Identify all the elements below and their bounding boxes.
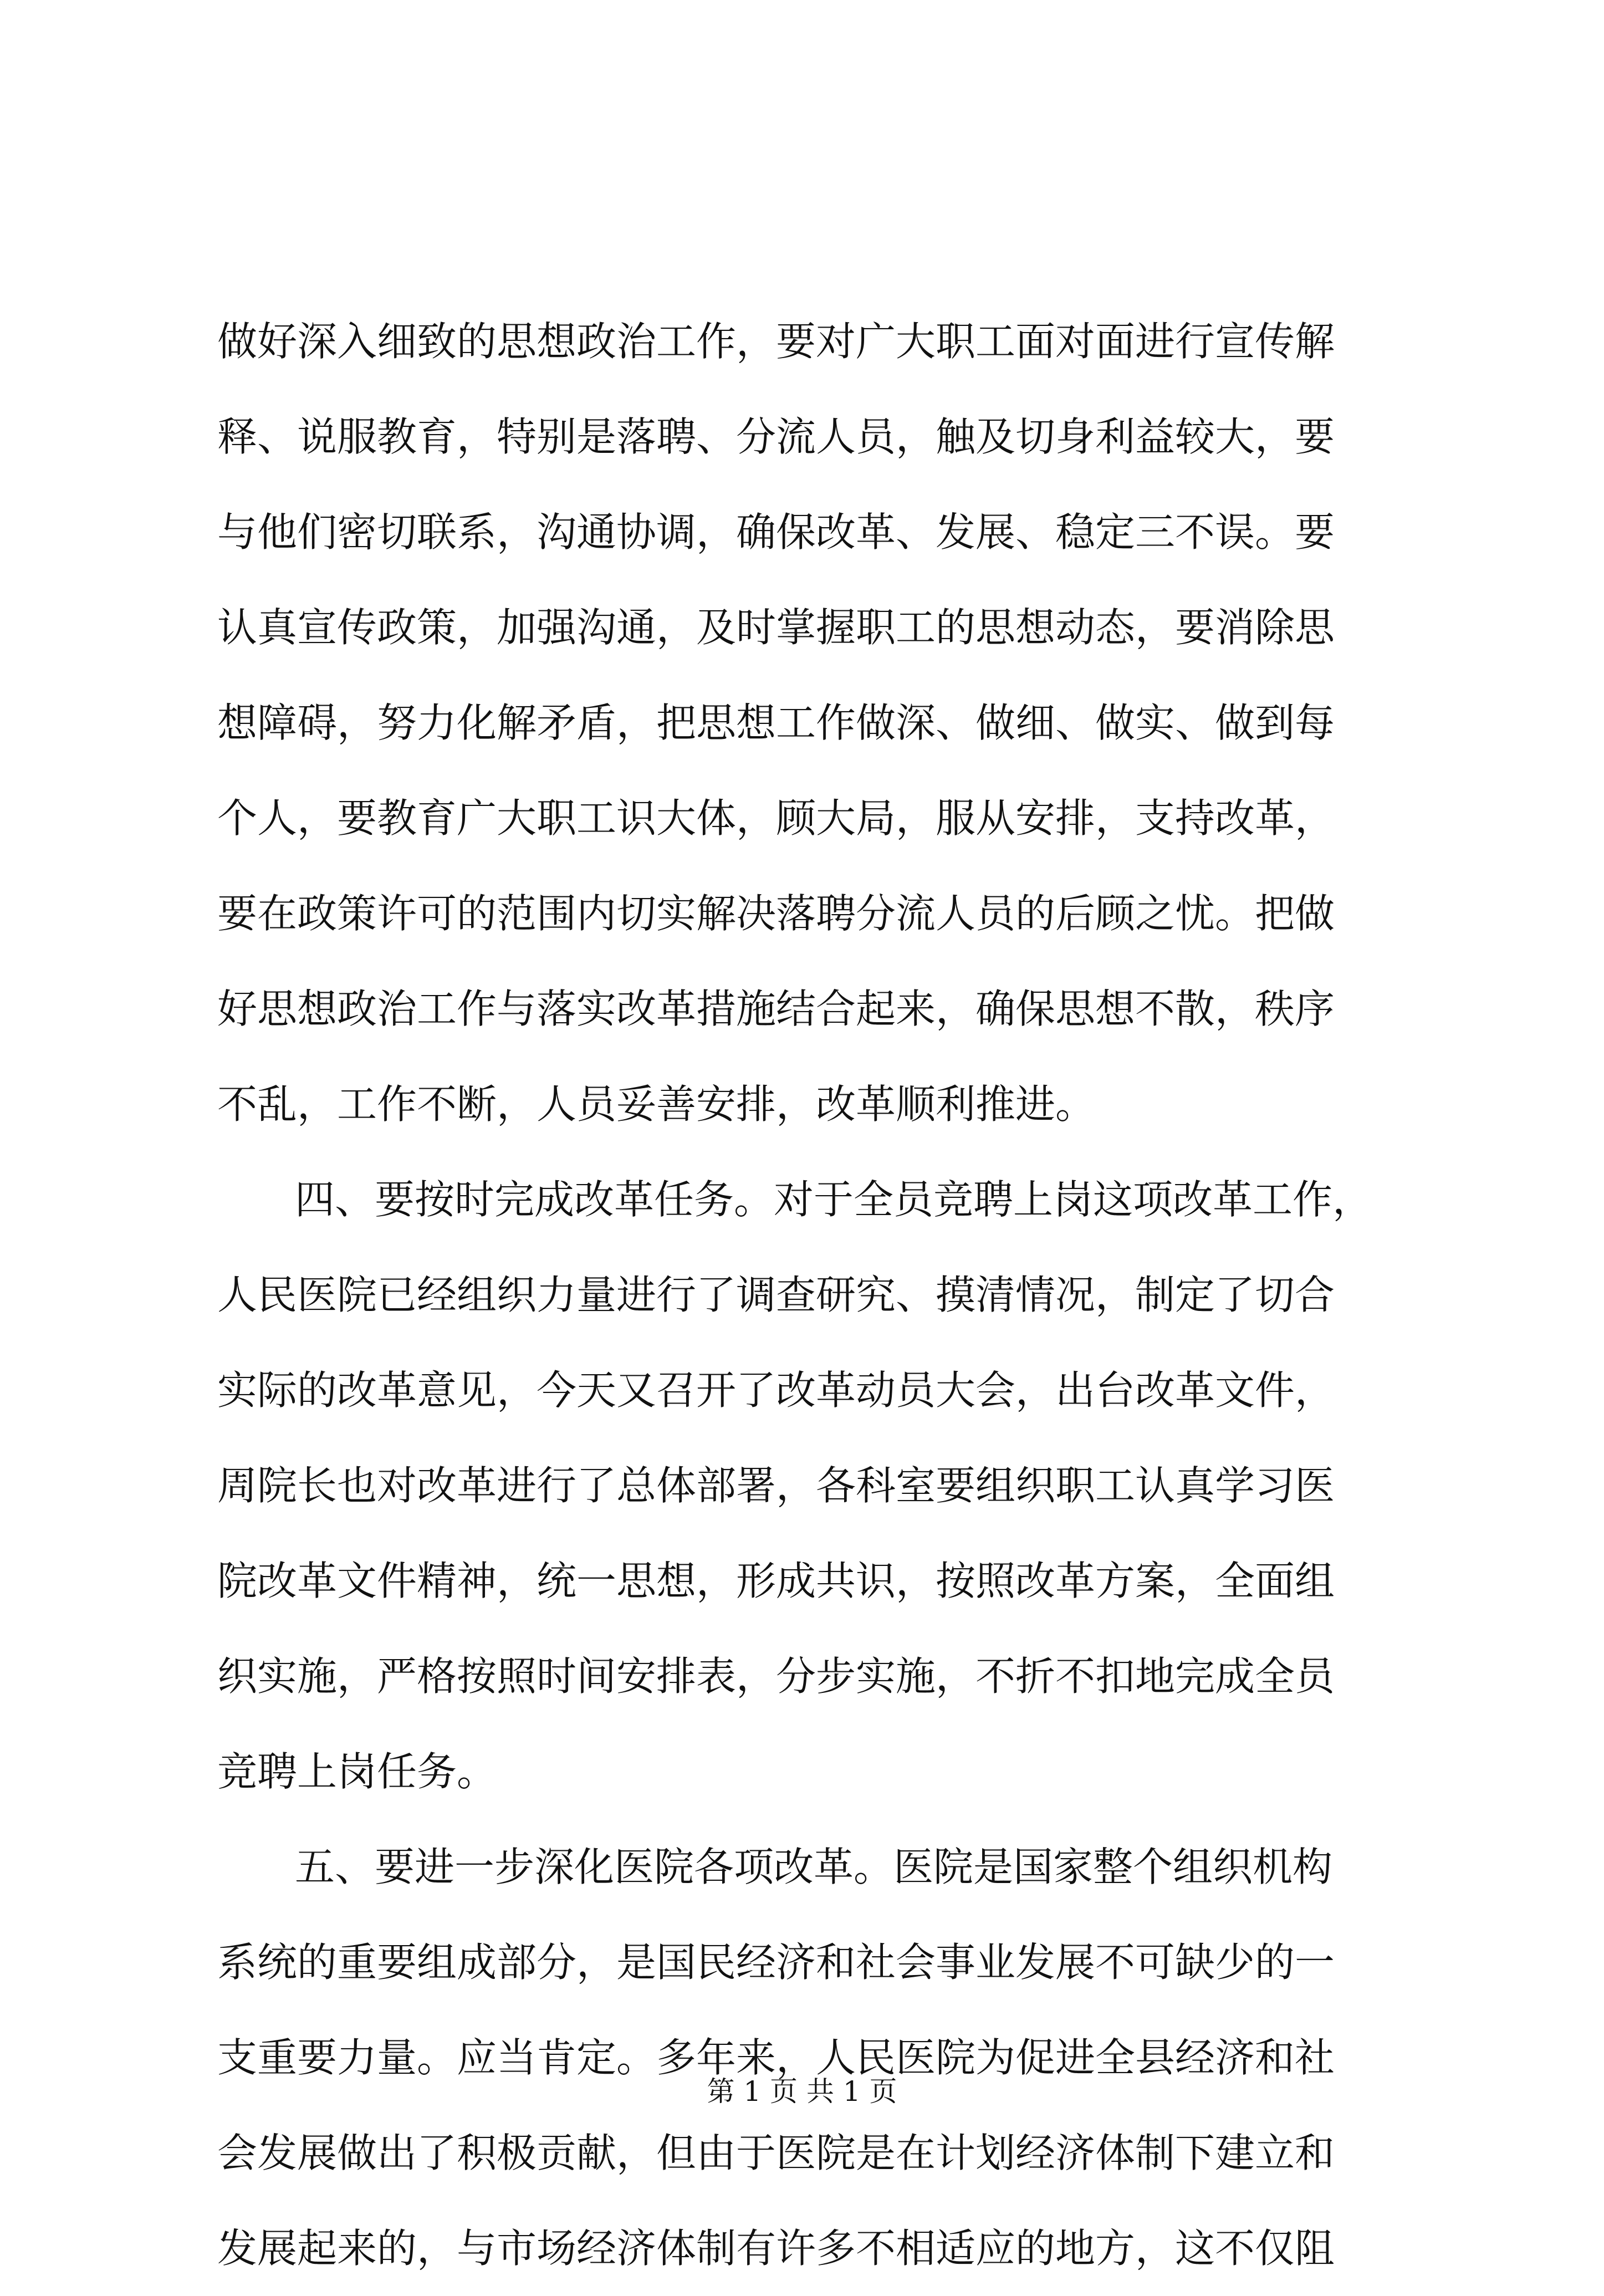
body-text [217, 294, 1392, 2296]
text-line: 会发展做出了积极贡献，但由于医院是在计划经济体制下建立和 [217, 2130, 1335, 2176]
text-line: 认真宣传政策，加强沟通，及时掌握职工的思想动态，要消除思 [217, 604, 1335, 651]
text-line: 释、说服教育，特别是落聘、分流人员，触及切身利益较大，要 [217, 414, 1335, 460]
section-heading-line: 四、要按时完成改革任务。对于全员竞聘上岗这项改革工作， [295, 1176, 1373, 1223]
page-number-label: 第 1 页 共 1 页 [707, 2075, 897, 2108]
text-line: 个人，要教育广大职工识大体，顾大局，服从安排，支持改革， [217, 795, 1335, 841]
text-line: 支重要力量。应当肯定。多年来，人民医院为促进全县经济和社 [217, 2034, 1335, 2081]
text-line: 系统的重要组成部分，是国民经济和社会事业发展不可缺少的一 [217, 1939, 1335, 1986]
text-line: 织实施，严格按照时间安排表，分步实施，不折不扣地完成全员 [217, 1653, 1335, 1700]
text-line: 好思想政治工作与落实改革措施结合起来，确保思想不散，秩序 [217, 986, 1335, 1032]
text-line: 想障碍，努力化解矛盾，把思想工作做深、做细、做实、做到每 [217, 700, 1335, 746]
text-line: 院改革文件精神，统一思想，形成共识，按照改革方案，全面组 [217, 1558, 1335, 1604]
section-heading-line: 五、要进一步深化医院各项改革。医院是国家整个组织机构 [295, 1844, 1333, 1890]
text-line: 不乱，工作不断，人员妥善安排，改革顺利推进。 [217, 1081, 1096, 1127]
text-line: 做好深入细致的思想政治工作，要对广大职工面对面进行宣传解 [217, 318, 1335, 365]
text-line: 要在政策许可的范围内切实解决落聘分流人员的后顾之忧。把做 [217, 890, 1335, 937]
text-line: 与他们密切联系，沟通协调，确保改革、发展、稳定三不误。要 [217, 509, 1335, 555]
text-line: 人民医院已经组织力量进行了调查研究、摸清情况，制定了切合 [217, 1272, 1335, 1318]
text-line: 实际的改革意见，今天又召开了改革动员大会，出台改革文件， [217, 1367, 1335, 1414]
text-line: 发展起来的，与市场经济体制有许多不相适应的地方，这不仅阻 [217, 2225, 1335, 2272]
page-footer [0, 2072, 1604, 2111]
text-line: 竞聘上岗任务。 [217, 1748, 497, 1795]
text-line: 周院长也对改革进行了总体部署，各科室要组织职工认真学习医 [217, 1462, 1335, 1509]
